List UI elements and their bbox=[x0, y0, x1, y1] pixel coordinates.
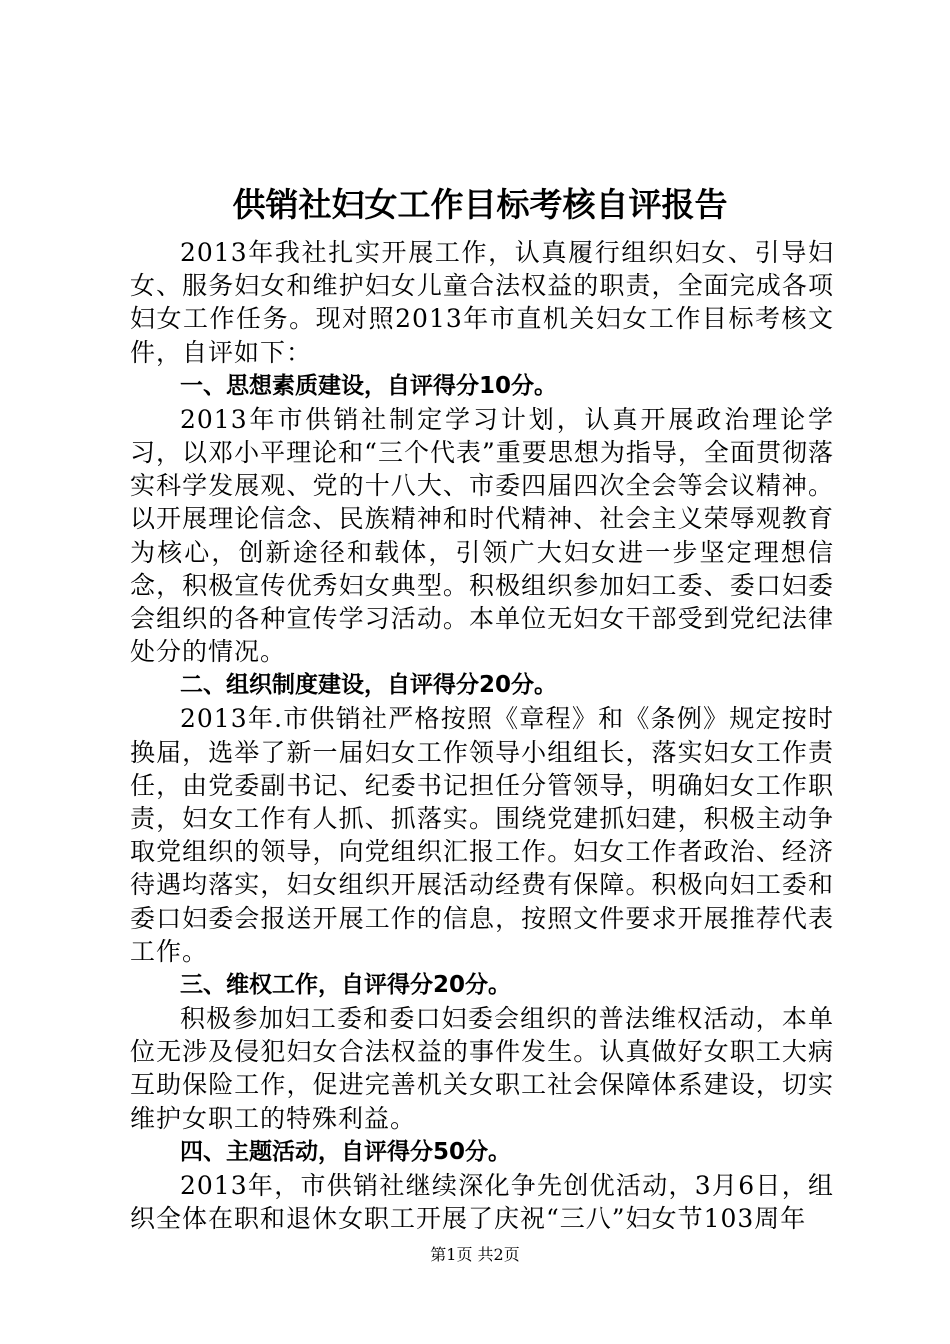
section-heading-2: 二、组织制度建设，自评得分20分。 bbox=[180, 672, 558, 699]
document-body bbox=[130, 236, 834, 1235]
document-title: 供销社妇女工作目标考核自评报告 bbox=[232, 185, 728, 224]
page-number-footer: 第1页 共2页 bbox=[430, 1245, 520, 1264]
section-3-paragraph: 积极参加妇工委和委口妇委会组织的普法维权活动，本单位无涉及侵犯妇女合法权益的事件发生。认真做好女职工大病互助保险工作，促进完善机关女职工社会保障体系建设，切实维护女职工的特殊利益。 bbox=[130, 1004, 834, 1133]
intro-paragraph: 2013年我社扎实开展工作，认真履行组织妇女、引导妇女、服务妇女和维护妇女儿童合法权益的职责，全面完成各项妇女工作任务。现对照2013年市直机关妇女工作目标考核文件，自评如下： bbox=[130, 238, 834, 367]
section-1-paragraph: 2013年市供销社制定学习计划，认真开展政治理论学习，以邓小平理论和“三个代表”重要思想为指导，全面贯彻落实科学发展观、党的十八大、市委四届四次全会等会议精神。以开展理论信念、民族精神和时代精神、社会主义荣辱观教育为核心，创新途径和载体，引领广大妇女进一步坚定理想信念，积极宣传优秀妇女典型。积极组织参加妇工委、委口妇委会组织的各种宣传学习活动。本单位无妇女干部受到党纪法律处分的情况。 bbox=[130, 404, 834, 667]
section-heading-4: 四、主题活动，自评得分50分。 bbox=[180, 1138, 512, 1165]
section-heading-1: 一、思想素质建设，自评得分10分。 bbox=[180, 372, 558, 399]
section-4-paragraph: 2013年，市供销社继续深化争先创优活动，3月6日，组织全体在职和退休女职工开展了庆祝“三八”妇女节103周年 bbox=[130, 1170, 834, 1234]
section-2-paragraph: 2013年.市供销社严格按照《章程》和《条例》规定按时换届，选举了新一届妇女工作领导小组组长，落实妇女工作责任，由党委副书记、纪委书记担任分管领导，明确妇女工作职责，妇女工作有人抓、抓落实。围绕党建抓妇建，积极主动争取党组织的领导，向党组织汇报工作。妇女工作者政治、经济待遇均落实，妇女组织开展活动经费有保障。积极向妇工委和委口妇委会报送开展工作的信息，按照文件要求开展推荐代表工作。 bbox=[130, 704, 834, 966]
section-heading-3: 三、维权工作，自评得分20分。 bbox=[180, 972, 512, 999]
